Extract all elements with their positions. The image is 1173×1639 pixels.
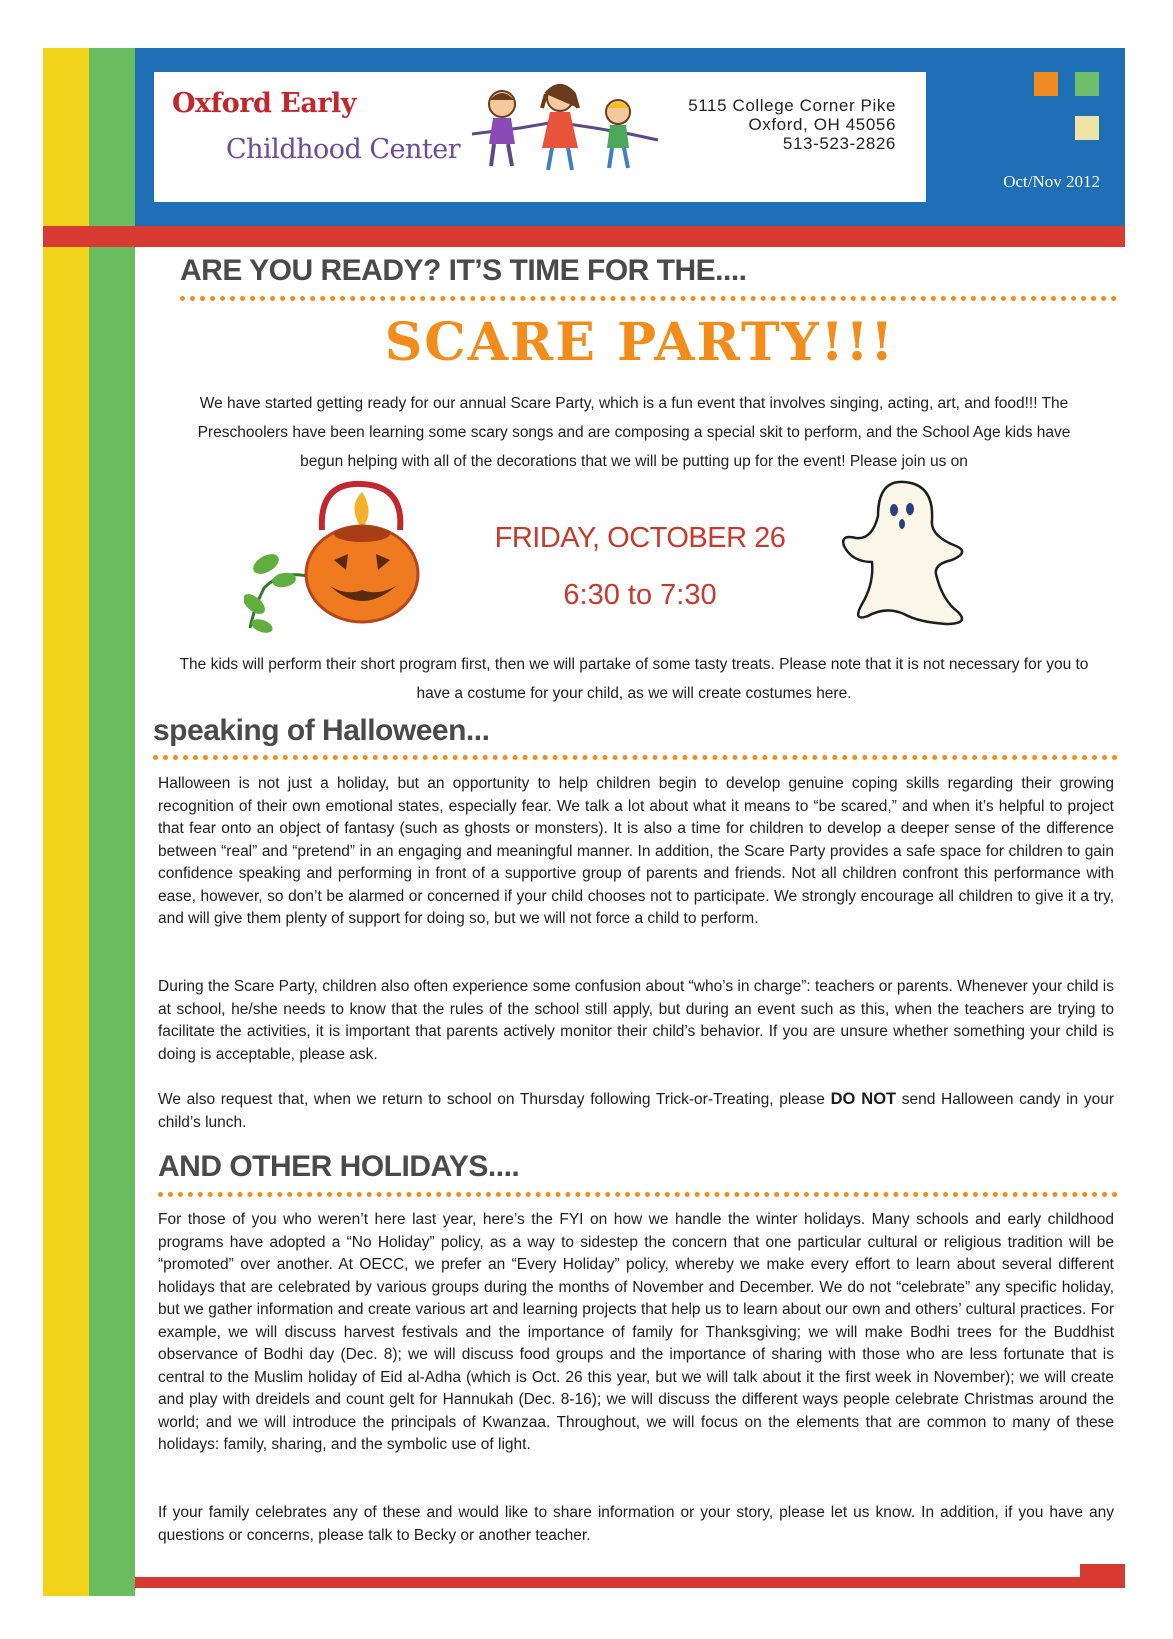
paragraph-text: send Halloween candy in your child’s lunch. <box>158 1091 1114 1131</box>
section-kicker: ARE YOU READY? IT’S TIME FOR THE.... <box>180 254 747 287</box>
decor-square-cream <box>1075 116 1099 140</box>
dotted-divider <box>158 1192 1118 1197</box>
paragraph: Halloween is not just a holiday, but an opportunity to help children begin to develop genuine coping skills regarding their growing recognition of their own emotional states, especially fear. We talk a lot about what it means to “be scared,” and when it’s helpful to project that fear onto an object of fantasy (such as ghosts or monsters). It is also a time for children to develop a deeper sense of the difference between “real” and “pretend” in an engaging and meaningful manner. In addition, the Scare Party provides a safe space for children to gain confidence speaking and performing in front of a supportive group of parents and friends. Not all children confront this performance with ease, however, so don’t be alarmed or concerned if your child chooses not to participate. We strongly encourage all children to give it a try, and will give them plenty of support for doing so, but we will not force a child to perform. <box>158 775 1114 927</box>
logo-text-line2: Childhood Center <box>226 134 461 165</box>
issue-date: Oct/Nov 2012 <box>1003 172 1100 191</box>
event-closing: The kids will perform their short program first, then we will partake of some tasty treats. Please note that it is not necessary for you to have a costume for your child, as we will create costumes here. <box>179 656 1089 702</box>
event-intro: We have started getting ready for our annual Scare Party, which is a fun event that involves singing, acting, art, and food!!! The Preschoolers have been learning some scary songs and are composing a special skit to perform, and the School Age kids have begun helping with all of the decorations that we will be putting up for the event! Please join us on <box>197 395 1071 470</box>
jack-o-lantern-icon <box>244 478 434 638</box>
frame-stripe-green <box>89 48 135 1596</box>
ghost-icon <box>838 476 988 636</box>
paragraph <box>158 1088 1114 1134</box>
section-heading-halloween: speaking of Halloween... <box>153 714 490 747</box>
paragraph: During the Scare Party, children also often experience some confusion about “who’s in charge”: teachers or parents. Whenever your child is at school, he/she needs to know that the rules of the school still apply, but during an event such as this, when the teachers are trying to facilitate the activities, it is important that parents actively monitor their child’s behavior. If you are unsure whether something your child is doing is acceptable, please ask. <box>158 978 1114 1063</box>
paragraph: For those of you who weren’t here last year, here’s the FYI on how we handle the winter holidays. Many schools and early childhood programs have adopted a “No Holiday” policy, as a way to sidestep the concern that one particular cultural or religious tradition will be “promoted” over another. At OECC, we prefer an “Every Holiday” policy, whereby we make every effort to learn about several different holidays that are celebrated by various groups during the months of November and December. We do not “celebrate” any specific holiday, but we gather information and create various art and learning projects that help us to learn about our own and others’ cultural practices. For example, we will discuss harvest festivals and the importance of family for Thanksgiving; we will make Bodhi trees for the Buddhist observance of Bodhi day (Dec. 8); we will discuss food groups and the importance of sharing with those who are less fortunate that is central to the Muslim holiday of Eid al-Adha (which is Oct. 26 this year, but we will talk about it the first week in November); we will create and play with dreidels and count gelt for Hannukah (Dec. 8-16); we will discuss the different ways people celebrate Christmas around the world; and we will introduce the principals of Kwanzaa. Throughout, we will focus on the elements that are common to many of these holidays: family, sharing, and the symbolic use of light. <box>158 1211 1114 1453</box>
frame-stripe-yellow <box>43 48 89 1596</box>
dotted-divider <box>153 755 1118 760</box>
header-red-band <box>43 226 1125 247</box>
address-block <box>620 96 896 153</box>
address-line2: Oxford, OH 45056 <box>748 115 896 134</box>
section-heading-holidays: AND OTHER HOLIDAYS.... <box>158 1150 520 1183</box>
emphasis-text: DO NOT <box>830 1090 897 1108</box>
decor-square-green <box>1075 72 1099 96</box>
logo-text-line1: Oxford Early <box>172 88 356 119</box>
event-title: SCARE PARTY!!! <box>384 312 896 373</box>
event-date: FRIDAY, OCTOBER 26 <box>494 522 786 554</box>
dotted-divider <box>180 296 1117 301</box>
paragraph: If your family celebrates any of these and would like to share information or your story, please let us know. In addition, if you have any questions or concerns, please talk to Becky or another teacher. <box>158 1504 1114 1544</box>
paragraph-text: We also request that, when we return to school on Thursday following Trick-or-Treating, please <box>158 1091 831 1108</box>
footer-red-band <box>135 1577 1125 1588</box>
decor-square-orange <box>1034 72 1058 96</box>
phone-number: 513-523-2826 <box>782 134 896 153</box>
event-time: 6:30 to 7:30 <box>563 579 717 611</box>
footer-red-tab <box>1080 1564 1125 1588</box>
address-line1: 5115 College Corner Pike <box>688 96 896 115</box>
